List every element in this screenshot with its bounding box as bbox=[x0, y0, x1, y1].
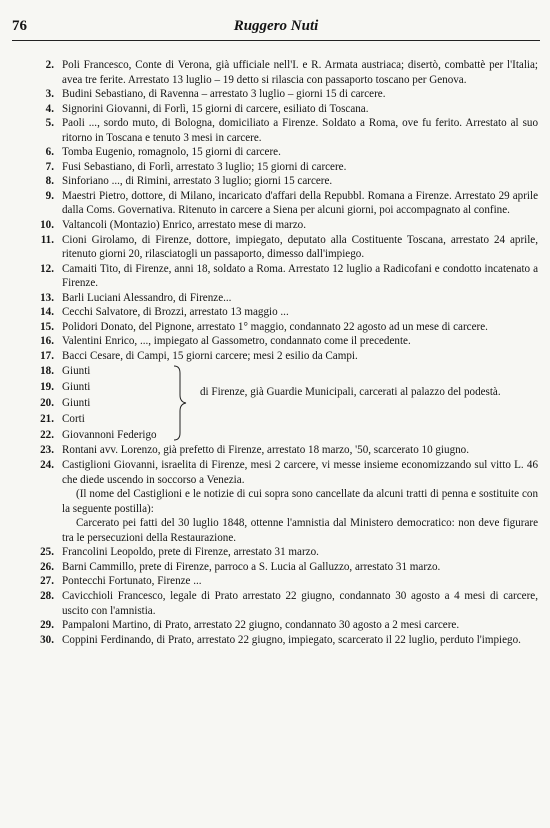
entry-name: Giovannoni Federigo bbox=[62, 429, 157, 442]
entry-number: 26. bbox=[40, 560, 54, 573]
entry-text: Sinforiano ..., di Rimini, arrestato 3 luglio; giorni 15 carcere. bbox=[62, 175, 333, 188]
entry-text: Fusi Sebastiano, di Forlì, arrestato 3 luglio; 15 giorni di carcere. bbox=[62, 160, 347, 173]
entry-number: 13. bbox=[40, 291, 54, 304]
list-item bbox=[0, 589, 550, 618]
entry-text: Pampaloni Martino, di Prato, arrestato 22 giugno, condannato 30 agosto a 2 mesi carcere. bbox=[62, 619, 460, 632]
curly-brace-icon bbox=[172, 365, 188, 441]
entry-text: Barni Cammillo, prete di Firenze, parroco a S. Lucia al Galluzzo, arrestato 31 marzo. bbox=[62, 560, 441, 573]
guardie-municipali-group bbox=[0, 363, 550, 443]
entry-number: 16. bbox=[40, 335, 54, 348]
entry-list bbox=[0, 58, 550, 647]
entry-number: 28. bbox=[40, 589, 54, 602]
entry-number: 23. bbox=[40, 444, 54, 457]
list-item bbox=[0, 58, 550, 87]
entry-text: Pontecchi Fortunato, Firenze ... bbox=[62, 575, 202, 588]
editor-notes bbox=[0, 487, 550, 545]
list-item bbox=[0, 174, 550, 189]
entry-name: Giunti bbox=[62, 381, 91, 394]
header-rule bbox=[12, 40, 540, 41]
entry-number: 30. bbox=[40, 633, 54, 646]
entry-text: Bacci Cesare, di Campi, 15 giorni carcere; mesi 2 esilio da Campi. bbox=[62, 349, 358, 362]
entry-name: Corti bbox=[62, 413, 85, 426]
page-header bbox=[12, 18, 540, 40]
entries-section-b bbox=[0, 443, 550, 487]
entry-number: 27. bbox=[40, 575, 54, 588]
entry-number: 8. bbox=[45, 175, 54, 188]
entry-number: 14. bbox=[40, 306, 54, 319]
group-rows bbox=[0, 363, 550, 443]
list-item bbox=[0, 320, 550, 335]
entry-number: 6. bbox=[45, 146, 54, 159]
list-item bbox=[0, 443, 550, 458]
list-item bbox=[0, 427, 550, 443]
entry-text: Rontani avv. Lorenzo, già prefetto di Firenze, arrestato 18 marzo, '50, scarcerato 10 giugno. bbox=[62, 444, 469, 457]
list-item bbox=[0, 116, 550, 145]
list-item bbox=[0, 233, 550, 262]
entry-text: Castiglioni Giovanni, israelita di Firenze, mesi 2 carcere, vi messe insieme economizzando sul vitto L. 46 che diede uscendo in soccorso a Venezia. bbox=[62, 459, 538, 486]
entry-text: Signorini Giovanni, di Forlì, 15 giorni di carcere, esiliato di Toscana. bbox=[62, 102, 369, 115]
entry-number: 9. bbox=[45, 189, 54, 202]
list-item bbox=[0, 102, 550, 117]
entry-number: 17. bbox=[40, 349, 54, 362]
entry-text: Maestri Pietro, dottore, di Milano, incaricato d'affari della Repubbl. Romana a Firenze. Arrestato 29 aprile dalla Coms. Governativa. Ritenuto in carcere a Siena per alcuni giorni, poi accompagnato al confine. bbox=[62, 189, 538, 217]
list-item bbox=[0, 145, 550, 160]
entry-text: Polidori Donato, del Pignone, arrestato 1° maggio, condannato 22 agosto ad un mese di carcere. bbox=[62, 320, 488, 333]
entry-number: 29. bbox=[40, 619, 54, 632]
entry-number: 15. bbox=[40, 320, 54, 333]
entry-number: 11. bbox=[40, 233, 54, 246]
list-item bbox=[0, 189, 550, 218]
entry-text: Paoli ..., sordo muto, di Bologna, domiciliato a Firenze. Soldato a Roma, ove fu ferito. Arrestato al suo ritorno in Toscana e tenuto 3 mesi in carcere. bbox=[62, 117, 538, 144]
entry-text: Cioni Girolamo, di Firenze, dottore, impiegato, deputato alla Costituente Toscana, arrestato 24 aprile, ritenuto giorni 20, rilasciatogli un passaporto, dimesso dall'impiego. bbox=[62, 233, 538, 261]
list-item bbox=[0, 291, 550, 306]
entry-name: Giunti bbox=[62, 365, 91, 378]
entry-number: 2. bbox=[45, 59, 54, 71]
list-item bbox=[0, 458, 550, 487]
entry-number: 3. bbox=[45, 88, 54, 101]
list-item bbox=[0, 87, 550, 102]
entry-number: 7. bbox=[45, 160, 54, 173]
entry-name: Giunti bbox=[62, 397, 91, 410]
entry-text: Barli Luciani Alessandro, di Firenze... bbox=[62, 291, 232, 304]
entry-text: Coppini Ferdinando, di Prato, arrestato 22 giugno, impiegato, scarcerato il 22 luglio, perduto l'impiego. bbox=[62, 633, 521, 646]
list-item bbox=[0, 545, 550, 560]
entry-number: 25. bbox=[40, 546, 54, 559]
note-paragraph: Carcerato pei fatti del 30 luglio 1848, ottenne l'amnistia dal Ministero democratico: non deve figurare tra le persecuzioni della Restaurazione. bbox=[62, 517, 538, 544]
list-item bbox=[0, 334, 550, 349]
entry-text: Camaiti Tito, di Firenze, anni 18, soldato a Roma. Arrestato 12 luglio a Radicofani e condotto incatenato a Firenze. bbox=[62, 262, 538, 290]
list-item bbox=[0, 411, 550, 427]
list-item bbox=[0, 574, 550, 589]
note-paragraph: (Il nome del Castiglioni e le notizie di cui sopra sono cancellate da alcuni tratti di penna e sostituite con la seguente postilla): bbox=[62, 488, 538, 515]
list-item bbox=[0, 160, 550, 175]
entry-text: Valentini Enrico, ..., impiegato al Gassometro, condannato come il precedente. bbox=[62, 335, 411, 348]
entry-text: Cecchi Salvatore, di Brozzi, arrestato 13 maggio ... bbox=[62, 306, 289, 319]
entry-text: Cavicchioli Francesco, legale di Prato arrestato 22 giugno, condannato 30 agosto a 4 mesi di carcere, uscito con l'amnistia. bbox=[62, 589, 538, 617]
entry-text: Poli Francesco, Conte di Verona, già ufficiale nell'I. e R. Armata austriaca; disertò, combattè per l'Italia; avea tre ferite. Arrestato 13 luglio – 19 detto si rilascia con passaporto toscano per Genova. bbox=[62, 59, 538, 86]
entries-section-c bbox=[0, 545, 550, 647]
entry-number: 10. bbox=[40, 219, 54, 232]
entry-number: 24. bbox=[40, 459, 54, 472]
entry-number: 5. bbox=[45, 117, 54, 130]
entry-number: 18. bbox=[40, 365, 54, 378]
list-item bbox=[0, 363, 550, 379]
entry-number: 19. bbox=[40, 381, 54, 394]
list-item bbox=[0, 305, 550, 320]
entry-text: Tomba Eugenio, romagnolo, 15 giorni di carcere. bbox=[62, 146, 281, 159]
list-item bbox=[0, 349, 550, 364]
page-number: 76 bbox=[12, 18, 27, 34]
entry-text: Valtancoli (Montazio) Enrico, arrestato mese di marzo. bbox=[62, 219, 306, 232]
list-item bbox=[0, 633, 550, 648]
entry-number: 12. bbox=[40, 262, 54, 275]
list-item bbox=[0, 560, 550, 575]
entry-number: 21. bbox=[40, 413, 54, 426]
list-item bbox=[0, 218, 550, 233]
list-item bbox=[0, 262, 550, 291]
entry-number: 4. bbox=[45, 102, 54, 115]
entry-text: Francolini Leopoldo, prete di Firenze, arrestato 31 marzo. bbox=[62, 546, 319, 559]
entry-number: 22. bbox=[40, 429, 54, 442]
entries-section-a bbox=[0, 58, 550, 363]
list-item bbox=[0, 618, 550, 633]
entry-text: Budini Sebastiano, di Ravenna – arrestato 3 luglio – giorni 15 di carcere. bbox=[62, 88, 386, 101]
entry-number: 20. bbox=[40, 397, 54, 410]
group-description: di Firenze, già Guardie Municipali, carcerati al palazzo del podestà. bbox=[200, 386, 501, 399]
running-title: Ruggero Nuti bbox=[233, 18, 319, 34]
